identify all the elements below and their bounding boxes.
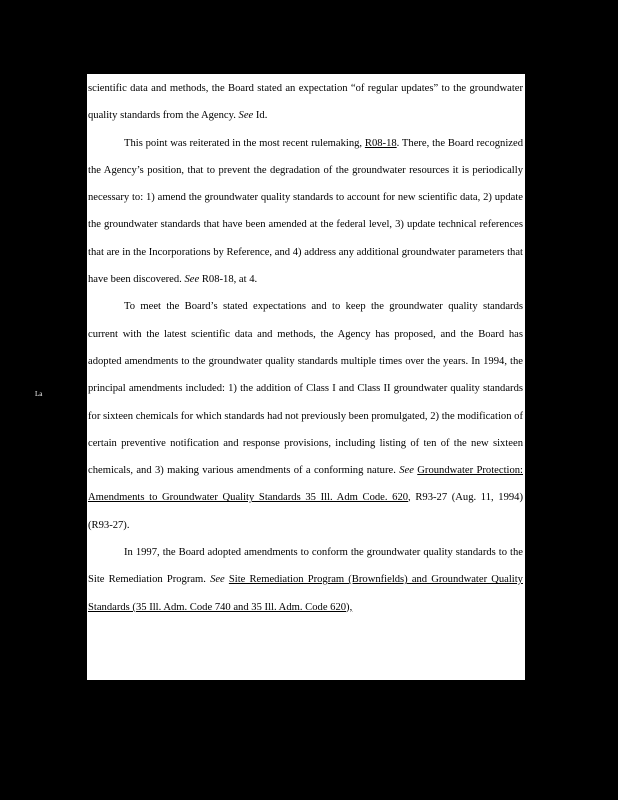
paragraph-text: This point was reiterated in the most recent rulemaking, [124,137,365,149]
paragraph [88,539,523,621]
case-citation: Groundwater Protection: Amendments to Groundwater Quality Standards 35 Ill. Adm Code. 620 [88,465,523,504]
paragraph-text: In 1997, the Board adopted amendments to conform the groundwater quality standards to the Site Remediation Program. [88,547,523,586]
paragraph-text: . There, the Board recognized the Agency’s position, that to prevent the degradation of the groundwater resources it is periodically necessary to: 1) amend the groundwater quality standards to account for new scientific data, 2) update the groundwater standards that have been amended at the federal level, 3) update technical references that are in the Incorporations by Reference, and 4) address any additional groundwater parameters that have been discovered. [88,137,523,286]
signal-word: See [184,274,200,286]
paragraph [88,75,523,130]
signal-word: See [399,465,414,477]
paragraph-text: To meet the Board’s stated expectations and to keep the groundwater quality standards current with the latest scientific data and methods, the Agency has proposed, and the Board has adopted amendments to the groundwater quality standards multiple times over the years. In 1994, the principal amendments included: 1) the addition of Class I and Class II groundwater quality standards for sixteen chemicals for which standards had not previously been promulgated, 2) the modification of certain preventive notification and response provisions, including listing of ten of the new sixteen chemicals, and 3) making various amendments of a conforming nature. [88,301,523,477]
paragraph [88,293,523,539]
case-citation: R08-18 [364,137,397,149]
paragraph [88,130,523,294]
paragraph-text: Id. [253,110,268,122]
document-body [88,75,523,621]
paragraph-text: R08-18, at 4. [199,274,258,286]
case-citation: Site Remediation Program (Brownfields) and Groundwater Quality Standards (35 Ill. Adm. Code 740 and 35 Ill. Adm. Code 620), [88,574,523,613]
margin-mark: La [35,390,43,398]
signal-word: See [210,574,225,586]
paragraph-text: scientific data and methods, the Board stated an expectation “of regular updates” to the groundwater quality standards from the Agency. [88,83,523,122]
paragraph-text: , R93-27 (Aug. 11, 1994) (R93-27). [88,492,523,531]
signal-word: See [238,110,254,122]
document-page [87,74,525,680]
